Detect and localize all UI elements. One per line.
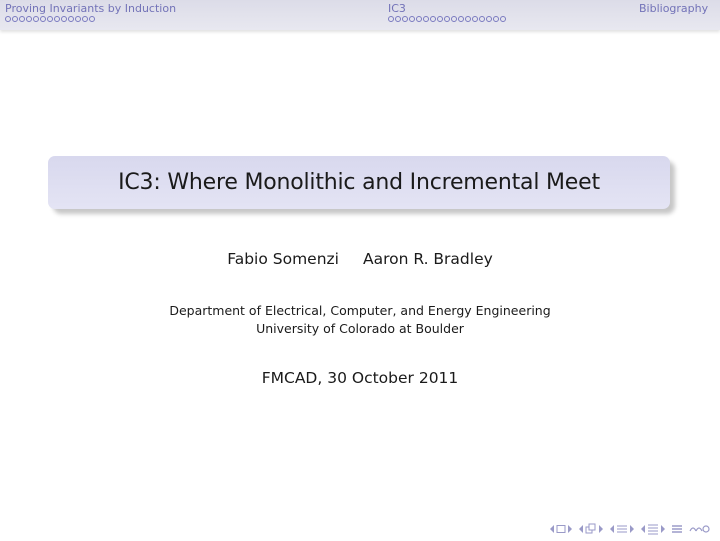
nav-frame-dot[interactable] [486,16,492,22]
nav-frame-dot[interactable] [5,16,11,22]
nav-frame-dot[interactable] [493,16,499,22]
nav-section-title[interactable]: Proving Invariants by Induction [5,2,177,15]
nav-frame-dot[interactable] [479,16,485,22]
nav-frame-dot[interactable] [395,16,401,22]
arrow-left-icon[interactable] [549,524,555,534]
arrow-right-icon[interactable] [598,524,604,534]
nav-frame-dot[interactable] [423,16,429,22]
nav-section-title[interactable]: IC3 [388,2,406,15]
nav-frame-dot[interactable] [75,16,81,22]
document-icon[interactable] [647,523,659,535]
arrow-right-icon[interactable] [660,524,666,534]
nav-frame-dot[interactable] [416,16,422,22]
frame-icon[interactable] [556,524,566,534]
nav-frame-dot[interactable] [19,16,25,22]
arrow-left-icon[interactable] [609,524,615,534]
nav-frame-dot[interactable] [409,16,415,22]
nav-frame-dots [5,16,176,22]
nav-frame-dot[interactable] [465,16,471,22]
nav-frame-dots [388,16,506,22]
nav-section-ic3 [388,2,506,22]
nav-frame-dot[interactable] [40,16,46,22]
nav-frame-dot[interactable] [89,16,95,22]
nav-frame-dot[interactable] [47,16,53,22]
nav-frame-dot[interactable] [82,16,88,22]
frame-nav-group [549,524,573,534]
section-icon[interactable] [616,523,628,535]
authors [0,250,720,268]
author-name: Aaron R. Bradley [362,250,493,268]
nav-frame-dot[interactable] [458,16,464,22]
search-icon[interactable] [688,523,710,535]
nav-frame-dot[interactable] [54,16,60,22]
arrow-right-icon[interactable] [567,524,573,534]
nav-frame-dot[interactable] [26,16,32,22]
header-navigation-bar [0,0,720,30]
nav-frame-dot[interactable] [68,16,74,22]
presentation-date: FMCAD, 30 October 2011 [261,369,459,387]
arrow-right-icon[interactable] [629,524,635,534]
nav-frame-dot[interactable] [388,16,394,22]
nav-frame-dot[interactable] [430,16,436,22]
title-box [48,156,670,209]
subsection-nav-group [578,523,604,535]
nav-frame-dot[interactable] [402,16,408,22]
nav-frame-dot[interactable] [12,16,18,22]
nav-frame-dot[interactable] [437,16,443,22]
arrow-left-icon[interactable] [640,524,646,534]
align-icon[interactable] [671,523,683,535]
author-name: Fabio Somenzi [227,250,339,268]
nav-frame-dot[interactable] [500,16,506,22]
arrow-left-icon[interactable] [578,524,584,534]
institute [0,302,720,338]
nav-section-title[interactable]: Bibliography [639,2,709,15]
section-nav-group [609,523,635,535]
slide-title: IC3: Where Monolithic and Incremental Meet [118,170,600,195]
nav-frame-dot[interactable] [472,16,478,22]
document-nav-group [640,523,666,535]
beamer-navigation-symbols [549,523,710,535]
nav-frame-dot[interactable] [61,16,67,22]
nav-section-proving-invariants [5,2,176,22]
nav-frame-dot[interactable] [33,16,39,22]
nav-frame-dot[interactable] [451,16,457,22]
subsection-icon[interactable] [585,523,597,535]
institute-university: University of Colorado at Boulder [256,321,464,336]
institute-department: Department of Electrical, Computer, and Energy Engineering [169,303,551,318]
nav-section-bibliography [639,2,708,15]
nav-frame-dot[interactable] [444,16,450,22]
